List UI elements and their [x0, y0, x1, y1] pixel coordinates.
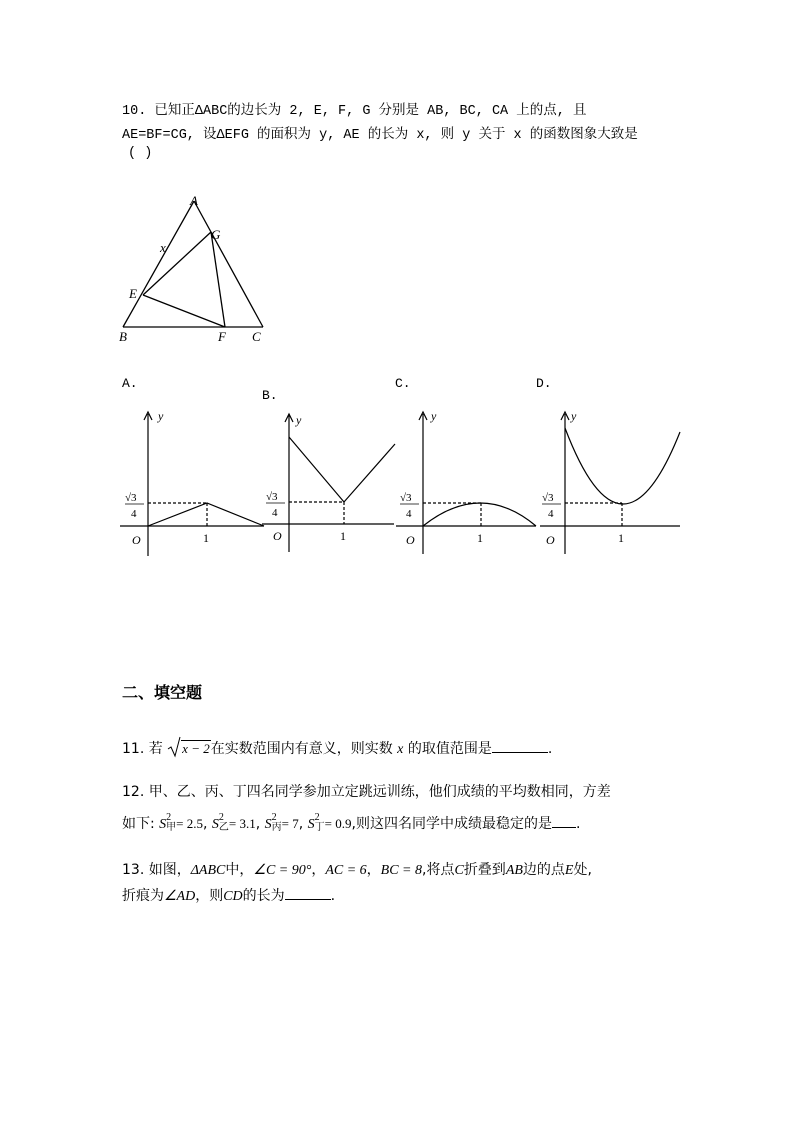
q11-prefix: 11. 若	[122, 741, 163, 757]
tick-y-num: √3	[266, 491, 278, 503]
q11-answer-blank[interactable]	[492, 738, 548, 753]
tick-x-label: 1	[203, 531, 209, 545]
label-x: x	[160, 240, 166, 255]
y-label: y	[431, 409, 437, 423]
q12-line1: 12. 甲、乙、丙、丁四名同学参加立定跳远训练，他们成绩的平均数相同，方差	[122, 784, 611, 800]
q11: 11. 若 x − 2在实数范围内有意义，则实数 x 的取值范围是 .	[122, 736, 552, 762]
origin-label: O	[406, 533, 415, 547]
graph-option-c	[394, 400, 539, 560]
label-e: E	[129, 286, 137, 301]
graph-option-b	[258, 400, 398, 560]
tick-y-den: 4	[272, 507, 278, 519]
y-label: y	[158, 409, 164, 423]
var-yi: = 3.1	[228, 816, 256, 831]
tick-y-den: 4	[548, 508, 554, 520]
curve	[423, 503, 536, 526]
segment-eg	[143, 232, 211, 295]
section-title: 二、填空题	[122, 683, 203, 702]
q13-line1: 13. 如图，ΔABC中，∠C = 90°，AC = 6，BC = 8,将点C折叠到AB边的点E处,	[122, 862, 592, 878]
var-bing: = 7	[281, 816, 299, 831]
var-jia: = 2.5	[176, 816, 204, 831]
side-ab	[123, 201, 194, 327]
label-g: G	[211, 227, 221, 242]
q10-line1: 10. 已知正ΔABC的边长为 2, E, F, G 分别是 AB, BC, CA 上的点, 且	[122, 104, 587, 119]
y-label: y	[571, 409, 577, 423]
q12-line2: 如下: S 2 甲 = 2.5, S 2 乙 = 3.1, S 2 丙 = 7, S 2 丁 = 0.9,则这四名同学中成绩最稳定的是 .	[122, 812, 581, 833]
q11-radicand: x − 2	[182, 741, 210, 756]
q10-answer-paren: ( )	[128, 146, 153, 161]
tick-x-label: 1	[618, 531, 624, 545]
q11-middle: 在实数范围内有意义，则实数	[210, 741, 393, 757]
q13-line2: 折痕为∠AD，则CD的长为 .	[122, 884, 335, 909]
segment-gf	[211, 232, 225, 327]
var-ding: = 0.9	[324, 816, 352, 831]
label-f: F	[218, 329, 226, 344]
origin-label: O	[273, 529, 282, 543]
tick-x-label: 1	[340, 529, 346, 543]
segment-ef	[143, 295, 225, 327]
label-a: A	[190, 193, 198, 208]
curve	[565, 428, 680, 504]
side-ac	[194, 201, 263, 327]
origin-label: O	[132, 533, 141, 547]
tick-x-label: 1	[477, 531, 483, 545]
curve	[289, 437, 395, 502]
tick-y-num: √3	[125, 492, 137, 504]
tick-y-num: √3	[542, 492, 554, 504]
tick-y-num: √3	[400, 492, 412, 504]
q11-radical	[167, 736, 211, 761]
label-b: B	[119, 329, 127, 344]
origin-label: O	[546, 533, 555, 547]
triangle-figure	[110, 188, 280, 348]
tick-y-den: 4	[406, 508, 412, 520]
graph-option-a	[118, 400, 268, 560]
tick-y-den: 4	[131, 508, 137, 520]
sqrt-sign-icon	[167, 736, 181, 758]
option-c-label[interactable]: C.	[395, 376, 411, 391]
option-a-label[interactable]: A.	[122, 376, 138, 391]
y-label: y	[296, 413, 302, 427]
q10-line2: AE=BF=CG, 设ΔEFG 的面积为 y, AE 的长为 x, 则 y 关于 x 的函数图象大致是	[122, 128, 638, 143]
option-b-label[interactable]: B.	[262, 388, 278, 403]
option-d-label[interactable]: D.	[536, 376, 552, 391]
q11-var: x	[397, 742, 404, 757]
curve	[148, 503, 264, 526]
q12-answer-blank[interactable]	[552, 813, 576, 828]
label-c: C	[252, 329, 261, 344]
graph-option-d	[538, 400, 683, 560]
q13-answer-blank[interactable]	[285, 885, 331, 900]
q11-suffix: 的取值范围是	[407, 741, 492, 757]
